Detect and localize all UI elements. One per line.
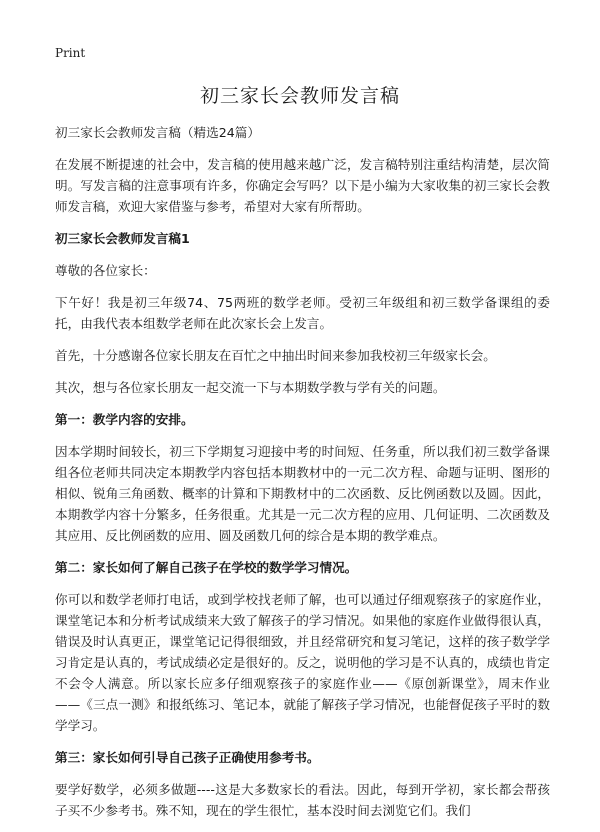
section-heading: 初三家长会教师发言稿1	[55, 231, 190, 246]
article-subtitle: 初三家长会教师发言稿（精选24篇）	[55, 125, 260, 140]
intro-paragraph: 在发展不断提速的社会中，发言稿的使用越来越广泛，发言稿特别注重结构清楚，层次简明。写发言稿的注意事项有许多，你确定会写吗？以下是小编为大家收集的初三家长会教师发言稿，欢迎大家借鉴与参考，希望对大家有所帮助。	[55, 157, 550, 214]
page-title: 初三家长会教师发言稿	[199, 85, 400, 107]
point-3-body: 要学好数学，必须多做题----这是大多数家长的看法。因此，每到开学初，家长都会帮孩子买不少参考书。殊不知，现在的学生很忙，基本没时间去浏览它们。我们	[55, 782, 550, 818]
point-2-heading: 第二：家长如何了解自己孩子在学校的数学学习情况。	[55, 560, 358, 575]
point-1-heading: 第一：教学内容的安排。	[55, 412, 194, 427]
greeting-paragraph: 尊敬的各位家长：	[55, 263, 156, 278]
point-1-body: 因本学期时间较长，初三下学期复习迎接中考的时间短、任务重，所以我们初三数学备课组各位老师共同决定本期教学内容包括本期教材中的一元二次方程、命题与证明、图形的相似、锐角三角函数、概率的计算和下期教材中的二次函数、反比例函数以及圆。因此，本期教学内容十分繁多，任务很重。尤其是一元二次方程的应用、几何证明、二次函数及其应用、反比例函数的应用、圆及函数几何的综合是本期的教学难点。	[55, 444, 550, 543]
point-3-heading: 第三：家长如何引导自己孩子正确使用参考书。	[55, 750, 320, 765]
paragraph-3: 其次，想与各位家长朋友一起交流一下与本期数学教与学有关的问题。	[55, 380, 446, 395]
article-body	[55, 122, 550, 832]
point-2-body: 你可以和数学老师打电话，或到学校找老师了解，也可以通过仔细观察孩子的家庭作业，课堂笔记本和分析考试成绩来大致了解孩子的学习情况。如果他的家庭作业做得很认真，错误及时认真更正，课堂笔记记得很细致，并且经常研究和复习笔记，这样的孩子数学学习肯定是认真的，考试成绩必定是很好的。反之，说明他的学习是不认真的，成绩也肯定不会令人满意。所以家长应多仔细观察孩子的家庭作业——《原创新课堂》，周末作业——《三点一测》和报纸练习、笔记本，就能了解孩子学习情况，也能督促孩子平时的数学学习。	[55, 592, 550, 733]
print-link[interactable]: Print	[55, 46, 86, 60]
paragraph-1: 下午好！我是初三年级74、75两班的数学老师。受初三年级组和初三数学备课组的委托，由我代表本组数学老师在此次家长会上发言。	[55, 295, 550, 331]
paragraph-2: 首先，十分感谢各位家长朋友在百忙之中抽出时间来参加我校初三年级家长会。	[55, 348, 496, 363]
